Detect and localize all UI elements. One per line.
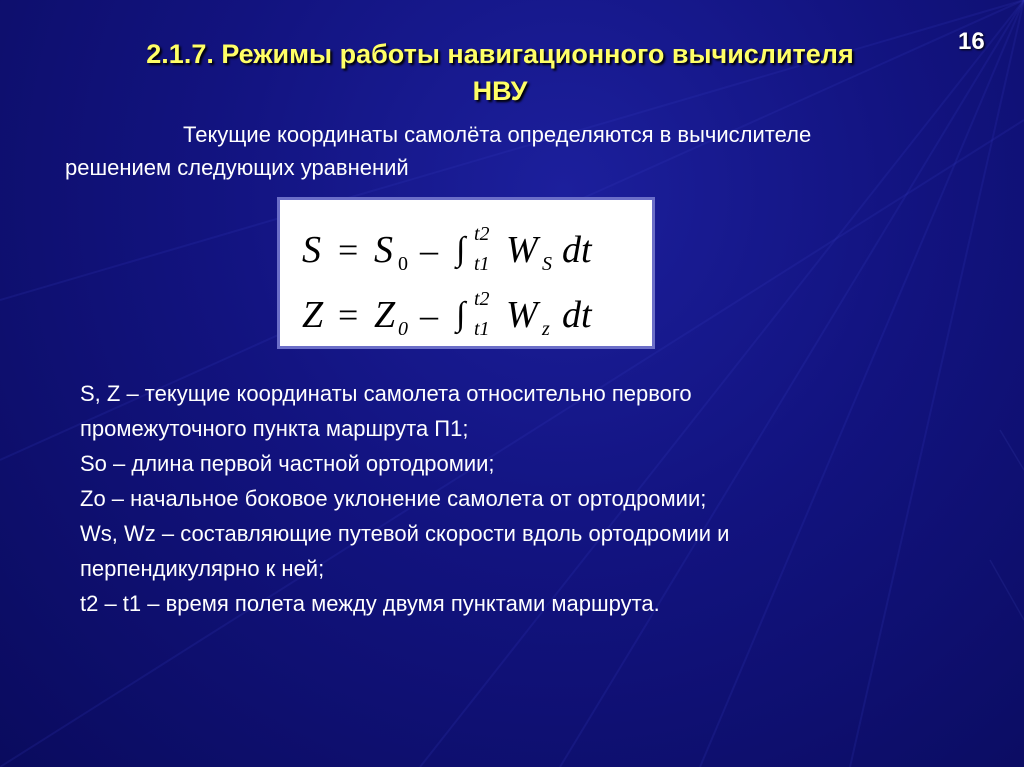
- definition-line: перпендикулярно к ней;: [80, 556, 325, 581]
- slide-number: 16: [958, 28, 985, 55]
- eq1-base-sub: 0: [398, 253, 408, 275]
- title-line-1: 2.1.7. Режимы работы навигационного вычислителя: [146, 39, 854, 69]
- eq1-w: W: [506, 229, 538, 271]
- eq2-dt: dt: [562, 294, 592, 336]
- equation-z: [302, 288, 593, 340]
- intro-line-1: Текущие координаты самолёта определяются в вычислителе: [183, 122, 812, 147]
- equation-s: [302, 223, 593, 275]
- eq2-w-sub: z: [542, 318, 550, 340]
- eq2-minus: –: [420, 295, 438, 335]
- definition-line: промежуточного пункта маршрута П1;: [80, 416, 469, 441]
- definition-line: So – длина первой частной ортодромии;: [80, 451, 495, 476]
- eq1-integral: ∫: [456, 231, 466, 268]
- definitions-list: [80, 376, 980, 621]
- formula-equations: [280, 200, 652, 346]
- definition-line: Zo – начальное боковое уклонение самолета от ортодромии;: [80, 486, 707, 511]
- title-line-2: НВУ: [472, 76, 528, 106]
- eq2-w: W: [506, 294, 538, 336]
- eq1-equals: =: [338, 230, 359, 270]
- definition-line: t2 – t1 – время полета между двумя пунктами маршрута.: [80, 591, 660, 616]
- eq2-base: Z: [374, 294, 396, 336]
- eq2-upper-limit: t2: [474, 288, 490, 310]
- definition-line: S, Z – текущие координаты самолета относительно первого: [80, 381, 692, 406]
- eq1-dt: dt: [562, 229, 592, 271]
- formula-box: [277, 197, 655, 349]
- eq2-integral: ∫: [456, 296, 466, 333]
- eq2-lower-limit: t1: [474, 318, 490, 340]
- eq1-minus: –: [420, 230, 438, 270]
- slide-title: [40, 36, 960, 110]
- intro-text: [65, 118, 1005, 184]
- eq2-lhs: Z: [302, 294, 324, 336]
- intro-line-2: решением следующих уравнений: [65, 155, 409, 180]
- eq2-equals: =: [338, 295, 359, 335]
- eq1-lower-limit: t1: [474, 253, 490, 275]
- definition-line: Ws, Wz – составляющие путевой скорости вдоль ортодромии и: [80, 521, 730, 546]
- eq2-base-sub: 0: [398, 318, 408, 340]
- eq1-lhs: S: [302, 229, 321, 271]
- eq1-upper-limit: t2: [474, 223, 490, 245]
- eq1-w-sub: S: [542, 253, 552, 275]
- eq1-base: S: [374, 229, 393, 271]
